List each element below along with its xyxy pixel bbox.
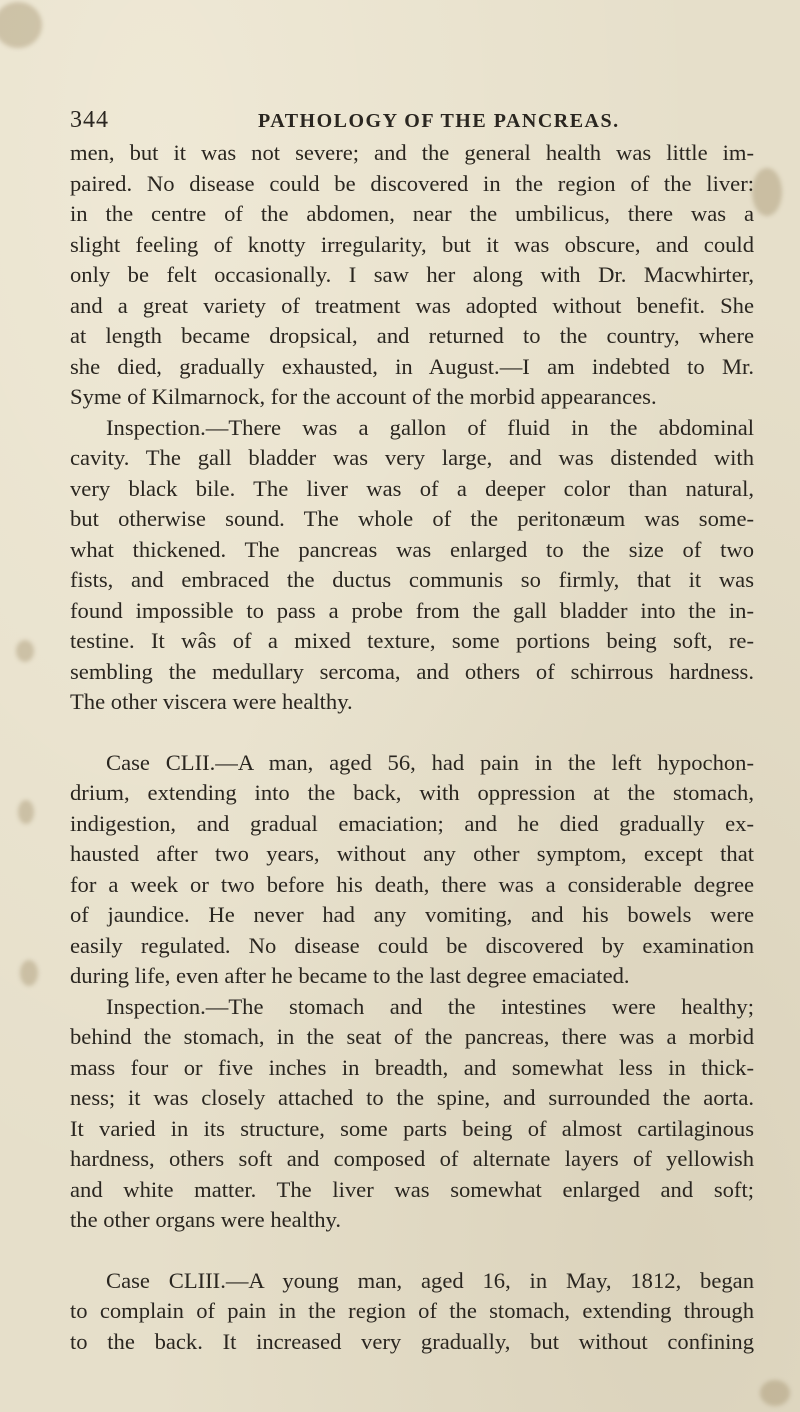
text-line: and white matter. The liver was somewhat enlarged and soft; — [70, 1176, 754, 1202]
text-line: mass four or five inches in breadth, and somewhat less in thick- — [70, 1054, 754, 1080]
paragraph-p5 — [70, 1266, 754, 1358]
text-line: to complain of pain in the region of the stomach, extending through — [70, 1298, 754, 1323]
page-stain — [760, 1380, 790, 1406]
text-line: It varied in its structure, some parts being of almost cartilaginous — [70, 1115, 754, 1141]
text-line: Inspection.—There was a gallon of fluid in the abdominal — [106, 414, 754, 440]
text-line: men, but it was not severe; and the general health was little im- — [70, 140, 754, 165]
text-line: of jaundice. He never had any vomiting, and his bowels were — [70, 902, 754, 927]
text-line: cavity. The gall bladder was very large, and was distended with — [70, 445, 754, 470]
text-line: at length became dropsical, and returned to the country, where — [70, 323, 754, 348]
text-line: sembling the medullary sercoma, and others of schirrous hardness. — [70, 658, 754, 684]
text-line: what thickened. The pancreas was enlarged to the size of two — [70, 536, 754, 562]
text-line: but otherwise sound. The whole of the peritonæum was some- — [70, 506, 754, 531]
text-line: only be felt occasionally. I saw her along with Dr. Macwhirter, — [70, 262, 754, 287]
text-line: Case CLII.—A man, aged 56, had pain in the left hypochon- — [106, 749, 754, 775]
page-stain — [16, 640, 34, 662]
text-line: paired. No disease could be discovered in the region of the liver: — [70, 170, 754, 196]
text-line: in the centre of the abdomen, near the umbilicus, there was a — [70, 201, 754, 226]
paragraph-p1 — [70, 138, 754, 413]
paragraph-p4 — [70, 992, 754, 1236]
text-line: for a week or two before his death, there was a considerable degree — [70, 871, 754, 897]
text-line: slight feeling of knotty irregularity, but it was obscure, and could — [70, 231, 754, 257]
text-line: easily regulated. No disease could be discovered by examination — [70, 932, 754, 958]
body-text — [70, 138, 754, 1357]
page-number: 344 — [70, 107, 109, 133]
text-line: The other viscera were healthy. — [70, 689, 353, 714]
text-line: Syme of Kilmarnock, for the account of the morbid appearances. — [70, 384, 657, 409]
text-line: fists, and embraced the ductus communis so firmly, that it was — [70, 567, 754, 592]
text-line: she died, gradually exhausted, in August.—I am indebted to Mr. — [70, 353, 754, 379]
text-line: during life, even after he became to the last degree emaciated. — [70, 963, 630, 988]
text-line: found impossible to pass a probe from the gall bladder into the in- — [70, 597, 754, 623]
text-line: to the back. It increased very gradually, but without confining — [70, 1328, 754, 1354]
text-line: hardness, others soft and composed of alternate layers of yellowish — [70, 1146, 754, 1171]
text-line: ness; it was closely attached to the spine, and surrounded the aorta. — [70, 1085, 754, 1110]
text-line: drium, extending into the back, with oppression at the stomach, — [70, 780, 754, 805]
paragraph-gap — [70, 718, 754, 748]
text-line: very black bile. The liver was of a deeper color than natural, — [70, 475, 754, 501]
text-line: testine. It wâs of a mixed texture, some portions being soft, re- — [70, 628, 754, 653]
text-line: Inspection.—The stomach and the intestines were healthy; — [106, 993, 754, 1019]
running-title: PATHOLOGY OF THE PANCREAS. — [258, 110, 620, 132]
text-line: and a great variety of treatment was adopted without benefit. She — [70, 292, 754, 318]
page-header — [70, 107, 750, 137]
page-stain — [18, 800, 34, 824]
page-stain — [20, 960, 38, 986]
page-stain — [0, 2, 42, 48]
text-line: hausted after two years, without any other symptom, except that — [70, 841, 754, 866]
text-line: the other organs were healthy. — [70, 1207, 342, 1232]
text-line: behind the stomach, in the seat of the pancreas, there was a morbid — [70, 1024, 754, 1049]
paragraph-p3 — [70, 748, 754, 992]
page-stain — [752, 168, 782, 216]
paragraph-gap — [70, 1236, 754, 1266]
paragraph-p2 — [70, 413, 754, 718]
text-line: Case CLIII.—A young man, aged 16, in May, 1812, began — [106, 1267, 754, 1293]
text-line: indigestion, and gradual emaciation; and he died gradually ex- — [70, 810, 754, 836]
